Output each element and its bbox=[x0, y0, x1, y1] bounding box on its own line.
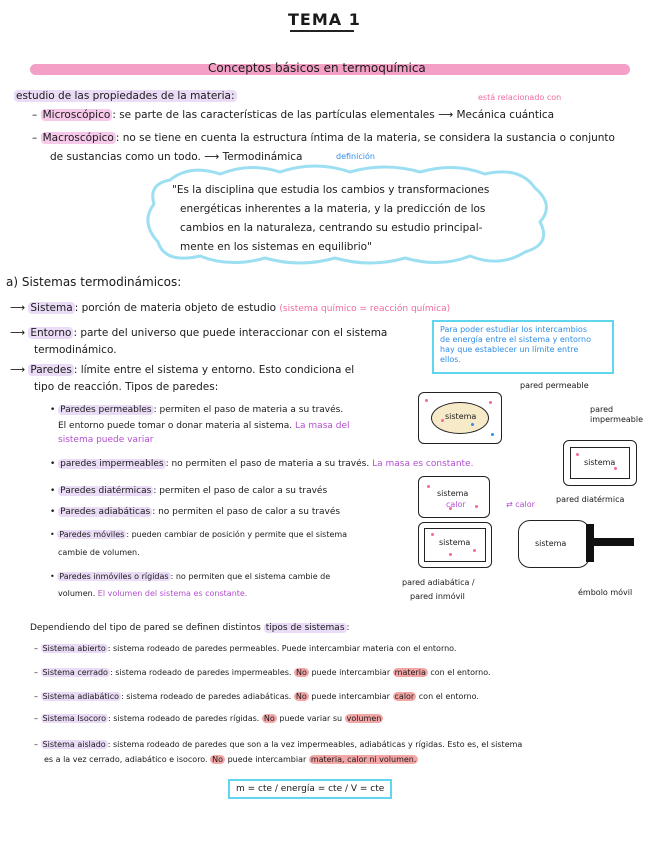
adiabatica-label: pared adiabática / bbox=[402, 578, 475, 587]
info-box-line-1: Para poder estudiar los intercambios bbox=[440, 325, 587, 334]
section-a-heading: a) Sistemas termodinámicos: bbox=[6, 275, 182, 289]
def-note: definición bbox=[336, 152, 375, 161]
cloud-line-1: "Es la disciplina que estudia los cambios y transformaciones bbox=[172, 184, 490, 196]
moviles-line-2: cambie de volumen. bbox=[58, 548, 140, 557]
moviles-line: • Paredes móviles : pueden cambiar de posición y permite que el sistema bbox=[50, 530, 348, 539]
info-box-line-2: de energía entre el sistema y entorno bbox=[440, 335, 592, 344]
arrow-icon: ⟶ bbox=[438, 109, 454, 121]
calor-inside-label: calor bbox=[446, 500, 466, 509]
cloud-line-4: mente en los sistemas en equilibrio" bbox=[180, 241, 372, 253]
micro-line: – Microscópico : se parte de las características de las partículas elementales ⟶ Mecánica cuántica bbox=[32, 109, 555, 121]
page-title: TEMA 1 bbox=[288, 10, 361, 29]
inmovil-label: pared inmóvil bbox=[410, 592, 465, 601]
adiabatico-line: – Sistema adiabático : sistema rodeado de paredes adiabáticas. No puede intercambiar calor con el entorno. bbox=[34, 692, 479, 701]
embolo-label: émbolo móvil bbox=[578, 588, 633, 597]
embolo-diagram: sistema bbox=[518, 520, 590, 568]
title-underline bbox=[290, 30, 354, 32]
inmoviles-line: • Paredes inmóviles o rígidas : no permiten que el sistema cambie de bbox=[50, 572, 331, 581]
impermeables-line: • paredes impermeables : no permiten el paso de materia a su través. La masa es constante. bbox=[50, 459, 474, 469]
sistema-line: ⟶ Sistema : porción de materia objeto de estudio (sistema químico = reacción química) bbox=[10, 302, 451, 314]
adiabatica-diagram: sistema bbox=[418, 522, 492, 568]
intro-heading: estudio de las propiedades de la materia: bbox=[16, 90, 235, 102]
page-subtitle: Conceptos básicos en termoquímica bbox=[208, 61, 426, 75]
formula-box: m = cte / energía = cte / V = cte bbox=[228, 779, 392, 799]
micro-label: Microscópico bbox=[42, 109, 111, 121]
diatermicas-line: • Paredes diatérmicas : permiten el paso de calor a su través bbox=[50, 486, 328, 496]
entorno-line: ⟶ Entorno : parte del universo que puede interaccionar con el sistema bbox=[10, 327, 388, 339]
tipos-heading: Dependiendo del tipo de pared se definen distintos tipos de sistemas : bbox=[30, 623, 350, 633]
macro-line-2: de sustancias como un todo. ⟶ Termodinámica bbox=[50, 151, 303, 163]
info-box-line-4: ellos. bbox=[440, 355, 461, 364]
micro-note: está relacionado con bbox=[478, 93, 562, 102]
aislado-line-2: es a la vez cerrado, adiabático e isocoro. No puede intercambiar materia, calor ni volumen. bbox=[44, 755, 417, 764]
cloud-line-3: cambios en la naturaleza, centrando su estudio principal- bbox=[180, 222, 483, 234]
macro-line: – Macroscópico : no se tiene en cuenta la estructura íntima de la materia, se considera la sustancia o conjunto bbox=[32, 132, 615, 144]
paredes-line: ⟶ Paredes : límite entre el sistema y entorno. Esto condiciona el bbox=[10, 364, 355, 376]
entorno-line-2: termodinámico. bbox=[34, 344, 117, 356]
diatermica-label: pared diatérmica bbox=[556, 495, 625, 504]
arrow-icon: ⟶ bbox=[204, 151, 220, 163]
cerrado-line: – Sistema cerrado : sistema rodeado de paredes impermeables. No puede intercambiar materia con el entorno. bbox=[34, 668, 491, 677]
adiabaticas-line: • Paredes adiabáticas : no permiten el paso de calor a su través bbox=[50, 507, 341, 517]
permeables-line: • Paredes permeables : permiten el paso de materia a su través. bbox=[50, 405, 344, 415]
permeables-line-3: sistema puede variar bbox=[58, 435, 154, 445]
impermeable-label: pared impermeable bbox=[590, 405, 644, 424]
info-box-line-3: hay que establecer un límite entre bbox=[440, 345, 579, 354]
inmoviles-line-2: volumen. El volumen del sistema es constante. bbox=[58, 589, 248, 598]
isocoro-line: – Sistema Isocoro : sistema rodeado de paredes rígidas. No puede variar su volumen bbox=[34, 714, 382, 723]
cloud-line-2: energéticas inherentes a la materia, y la predicción de los bbox=[180, 203, 486, 215]
impermeable-diagram: sistema bbox=[563, 440, 637, 486]
aislado-line: – Sistema aislado : sistema rodeado de paredes que son a la vez impermeables, adiabáticas y rígidas. Esto es, el sistema bbox=[34, 740, 523, 749]
piston-rod bbox=[594, 538, 634, 546]
permeable-diagram: sistema bbox=[418, 392, 502, 444]
paredes-line-2: tipo de reacción. Tipos de paredes: bbox=[34, 381, 219, 393]
permeable-label: pared permeable bbox=[520, 381, 589, 390]
piston-head bbox=[586, 524, 594, 562]
diatermica-diagram: sistema bbox=[418, 476, 490, 518]
permeables-line-2: El entorno puede tomar o donar materia al sistema. La masa del bbox=[58, 421, 350, 431]
macro-label: Macroscópico bbox=[42, 132, 114, 144]
abierto-line: – Sistema abierto : sistema rodeado de paredes permeables. Puede intercambiar materia con el entorno. bbox=[34, 644, 457, 653]
calor-outside-label: ⇄ calor bbox=[506, 500, 535, 509]
